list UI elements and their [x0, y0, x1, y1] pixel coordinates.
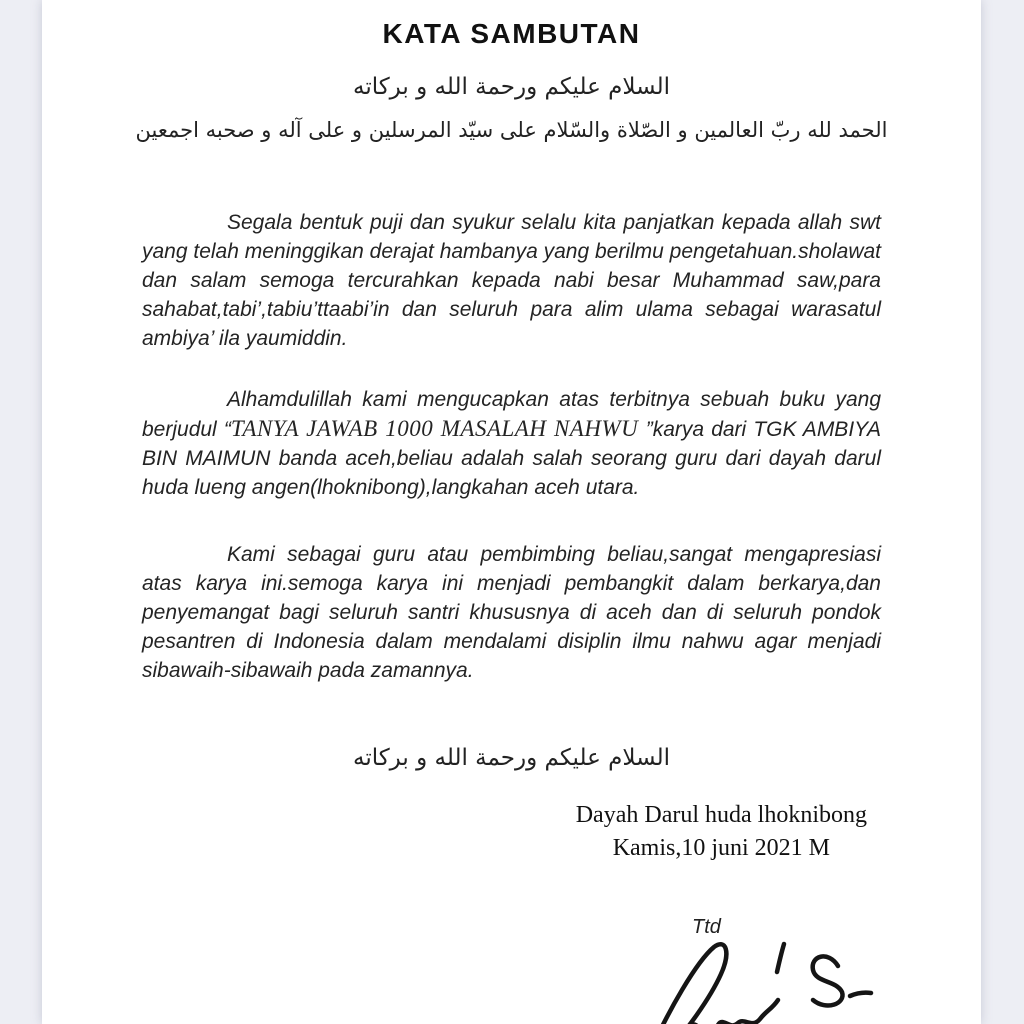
paragraph-1: Segala bentuk puji dan syukur selalu kita panjatkan kepada allah swt yang telah meninggikan derajat hambanya yang berilmu pengetahuan.sholawat dan salam semoga tercurahkan kepada nabi besar Muhammad saw,para sahabat,tabi’,tabiu’ttaabi’in dan seluruh para alim ulama sebagai warasatul ambiya’ ila yaumiddin.: [142, 211, 882, 350]
arabic-opening-salam: السلام عليكم ورحمة الله و بركاته: [352, 74, 670, 100]
arabic-closing-salam: السلام عليكم ورحمة الله و بركاته: [352, 745, 670, 771]
book-title: TANYA JAWAB 1000 MASALAH NAHWU: [230, 416, 646, 441]
signature-apostrophe-stroke: [777, 944, 784, 972]
document-page: [42, 0, 981, 1024]
paragraph-3: Kami sebagai guru atau pembimbing beliau,sangat mengapresiasi atas karya ini.semoga karya ini menjadi pembangkit dalam berkarya,dan penyemangat bagi seluruh santri khususnya di aceh dan di seluruh pondok pesantren di Indonesia dalam mendalami disiplin ilmu nahwu agar menjadi sibawaih-sibawaih pada zamannya.: [142, 543, 881, 682]
paragraph-2-lead: Alhamdulillah kami mengucapkan atas terbitnya sebuah buku yang berjudul “: [142, 388, 881, 441]
paragraph-2: [142, 385, 881, 502]
signature-s-loop-stroke: [813, 956, 843, 1005]
handwritten-signature-icon: [614, 936, 880, 1024]
page-title: KATA SAMBUTAN: [382, 18, 641, 49]
signoff-institution: Dayah Darul huda lhoknibong: [575, 802, 867, 828]
signature-dash-stroke: [850, 993, 871, 996]
paragraph-2-rest: ”karya dari TGK AMBIYA BIN MAIMUN banda aceh,beliau adalah salah seorang guru dari dayah darul huda lueng angen(lhoknibong),langkahan aceh utara.: [142, 418, 882, 499]
signoff-block: [576, 799, 867, 865]
signoff-date: Kamis,10 juni 2021 M: [612, 835, 831, 861]
signature-label: Ttd: [692, 916, 721, 938]
signature-main-loop-stroke: [652, 944, 726, 1024]
arabic-hamdalah: الحمد لله ربّ العالمين و الصّلاة والسّلام على سيّد المرسلين و على آله و صحبه اجمعين: [135, 118, 888, 142]
